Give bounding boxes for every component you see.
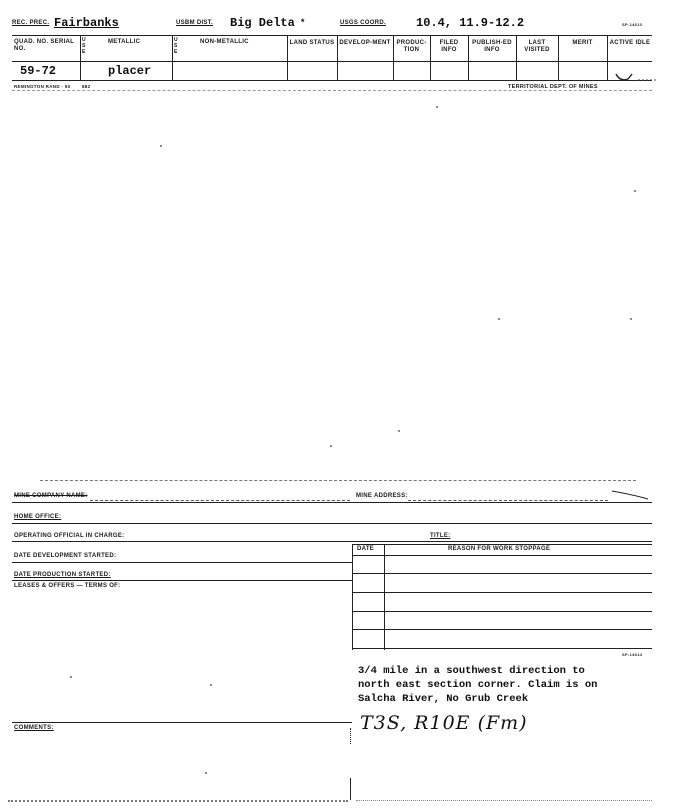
mine-company-name-label: MINE COMPANY NAME:	[14, 493, 88, 499]
col-divider	[172, 35, 173, 80]
scan-speck	[70, 676, 72, 678]
top-row-line	[12, 61, 652, 62]
col-divider	[337, 35, 338, 80]
mine-company-dash	[90, 500, 350, 501]
bottom-card-top-edge	[40, 480, 636, 481]
usgs-dist-value: Big Delta	[230, 16, 295, 30]
table-divider	[352, 544, 353, 650]
scan-speck	[210, 684, 212, 686]
scan-speck	[330, 445, 332, 447]
dotted-divider	[350, 728, 351, 744]
reason-work-stoppage-header: REASON FOR WORK STOPPAGE	[448, 546, 551, 552]
handwritten-township-note: T3S, R10E (Fm)	[360, 712, 528, 734]
top-form-number: SP-14613	[622, 22, 643, 27]
published-info-header: PUBLISH-ED INFO	[472, 40, 512, 53]
bottom-form-number: SP-14614	[622, 652, 643, 657]
production-header: PRODUC-TION	[396, 40, 427, 53]
row-line	[12, 562, 352, 563]
mine-address-label: MINE ADDRESS:	[356, 493, 408, 499]
scan-speck	[160, 145, 162, 147]
location-text-line-3: Salcha River, No Grub Creek	[358, 693, 529, 705]
top-bottom-line	[12, 80, 652, 81]
location-text-line-1: 3/4 mile in a southwest direction to	[358, 665, 585, 677]
bottom-scan-edge	[8, 800, 348, 802]
bottom-divider	[350, 778, 351, 800]
leases-offers-label: LEASES & OFFERS — TERMS OF:	[14, 583, 121, 589]
remington-rand-code: 882	[82, 84, 91, 89]
rec-prec-value: Fairbanks	[54, 16, 119, 30]
table-row-line	[352, 555, 652, 556]
col-divider	[468, 35, 469, 80]
scan-speck	[398, 430, 400, 432]
merit-header: MERIT	[572, 40, 593, 46]
col-divider	[393, 35, 394, 80]
table-row-line	[352, 648, 652, 649]
pen-stroke-mark	[610, 488, 650, 502]
usgs-coord-value: 10.4, 11.9-12.2	[416, 16, 525, 30]
land-status-header: LAND STATUS	[289, 40, 335, 46]
active-idle-header: ACTIVE IDLE	[609, 40, 651, 46]
checkmark-icon	[612, 66, 662, 84]
location-text-line-2: north east section corner. Claim is on	[358, 679, 598, 691]
use-header-1: U S E	[82, 37, 86, 55]
top-header-line	[12, 35, 652, 36]
row-line	[12, 580, 352, 581]
col-divider	[607, 35, 608, 80]
scan-speck	[634, 190, 636, 192]
table-divider	[384, 544, 385, 650]
comments-label: COMMENTS:	[14, 725, 54, 731]
usgs-dist-label: USBM DIST.	[176, 20, 214, 26]
last-visited-header: LAST VISITED	[524, 40, 550, 53]
title-label: TITLE:	[430, 533, 451, 539]
usgs-dist-mark: *	[300, 18, 306, 28]
table-row-line	[352, 629, 652, 630]
table-row-line	[352, 573, 652, 574]
col-divider	[558, 35, 559, 80]
filed-info-header: FILED INFO	[439, 40, 459, 53]
row-line	[352, 544, 652, 545]
row-line	[12, 523, 652, 524]
use-header-2: U S E	[174, 37, 178, 55]
row-line	[12, 722, 352, 723]
scan-speck	[630, 318, 632, 320]
operating-official-label: OPERATING OFFICIAL IN CHARGE:	[14, 533, 125, 539]
mine-address-dash	[408, 500, 608, 501]
date-production-started-label: DATE PRODUCTION STARTED:	[14, 572, 111, 578]
table-row-line	[352, 611, 652, 612]
metallic-header: METALLIC	[108, 39, 141, 45]
col-divider	[80, 35, 81, 80]
scan-speck	[436, 106, 438, 108]
row-line	[12, 502, 652, 503]
remington-rand-label: REMINGTON RAND - 50	[14, 84, 71, 89]
scan-speck	[498, 318, 500, 320]
table-row-line	[352, 592, 652, 593]
usgs-coord-label: USGS COORD.	[340, 20, 386, 26]
non-metallic-header: NON-METALLIC	[200, 39, 249, 45]
date-development-started-label: DATE DEVELOPMENT STARTED:	[14, 553, 117, 559]
development-header: DEVELOP-MENT	[339, 40, 391, 46]
territorial-dept-label: TERRITORIAL DEPT. OF MINES	[508, 84, 598, 90]
top-card-edge	[12, 90, 652, 91]
col-divider	[430, 35, 431, 80]
date-header: DATE	[357, 546, 375, 552]
bottom-scan-edge	[356, 800, 652, 801]
metallic-value: placer	[108, 64, 152, 78]
row-line	[12, 541, 652, 542]
home-office-label: HOME OFFICE:	[14, 514, 62, 520]
quad-serial-value: 59-72	[20, 64, 57, 78]
scan-speck	[205, 772, 207, 774]
col-divider	[516, 35, 517, 80]
quad-serial-header: QUAD. NO. SERIAL NO.	[14, 39, 75, 52]
rec-prec-label: REC. PREC.	[12, 20, 50, 26]
col-divider	[287, 35, 288, 80]
